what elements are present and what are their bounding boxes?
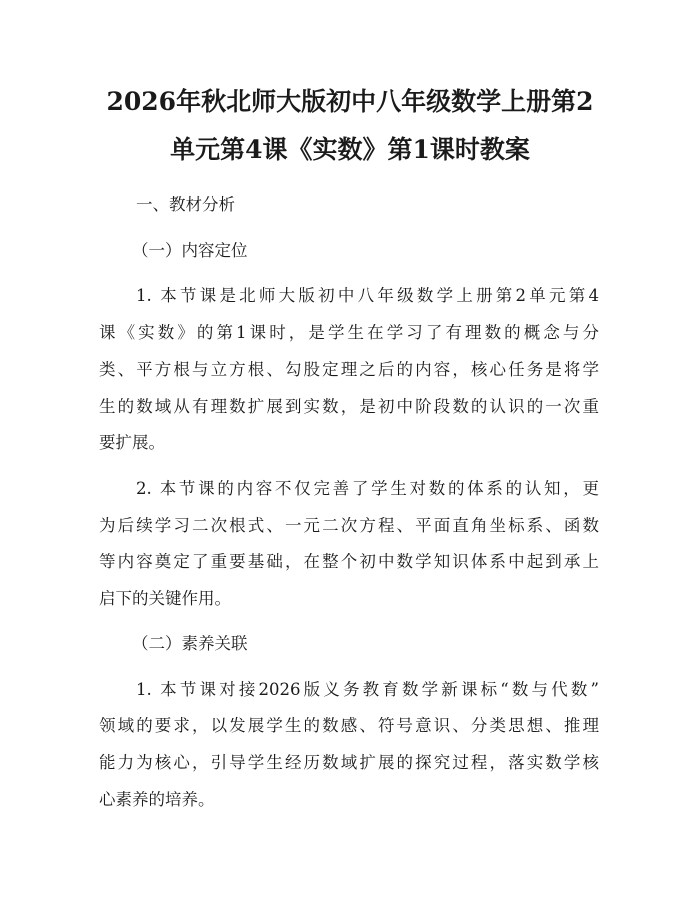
subsection-heading-1: （一）内容定位 — [132, 241, 248, 260]
paragraph-2-line-1: 2. 本节课的内容不仅完善了学生对数的体系的认知，更 — [136, 479, 599, 498]
subsection-heading-2: （二）素养关联 — [132, 634, 248, 653]
paragraph-2-line-4: 启下的关键作用。 — [99, 589, 231, 608]
paragraph-1-line-1: 1. 本节课是北师大版初中八年级数学上册第2单元第4 — [136, 286, 599, 305]
paragraph-1-line-2: 课《实数》的第1课时，是学生在学习了有理数的概念与分 — [99, 323, 599, 342]
paragraph-3-line-3: 能力为核心，引导学生经历数域扩展的探究过程，落实数学核 — [99, 753, 599, 772]
section-heading-1: 一、教材分析 — [136, 195, 235, 214]
document-title-line-2: 单元第4课《实数》第1课时教案 — [170, 135, 530, 164]
paragraph-3-line-2: 领域的要求，以发展学生的数感、符号意识、分类思想、推理 — [99, 716, 599, 735]
paragraph-1-line-3: 类、平方根与立方根、勾股定理之后的内容，核心任务是将学 — [99, 360, 599, 379]
paragraph-2-line-2: 为后续学习二次根式、一元二次方程、平面直角坐标系、函数 — [99, 516, 599, 535]
paragraph-2-line-3: 等内容奠定了重要基础，在整个初中数学知识体系中起到承上 — [99, 552, 599, 571]
paragraph-1-line-4: 生的数域从有理数扩展到实数，是初中阶段数的认识的一次重 — [99, 397, 599, 416]
document-title-line-1: 2026年秋北师大版初中八年级数学上册第2 — [106, 87, 594, 116]
paragraph-3-line-4: 心素养的培养。 — [99, 790, 215, 809]
paragraph-1-line-5: 要扩展。 — [99, 433, 165, 452]
paragraph-3-line-1: 1. 本节课对接2026版义务教育数学新课标“数与代数” — [136, 680, 599, 699]
